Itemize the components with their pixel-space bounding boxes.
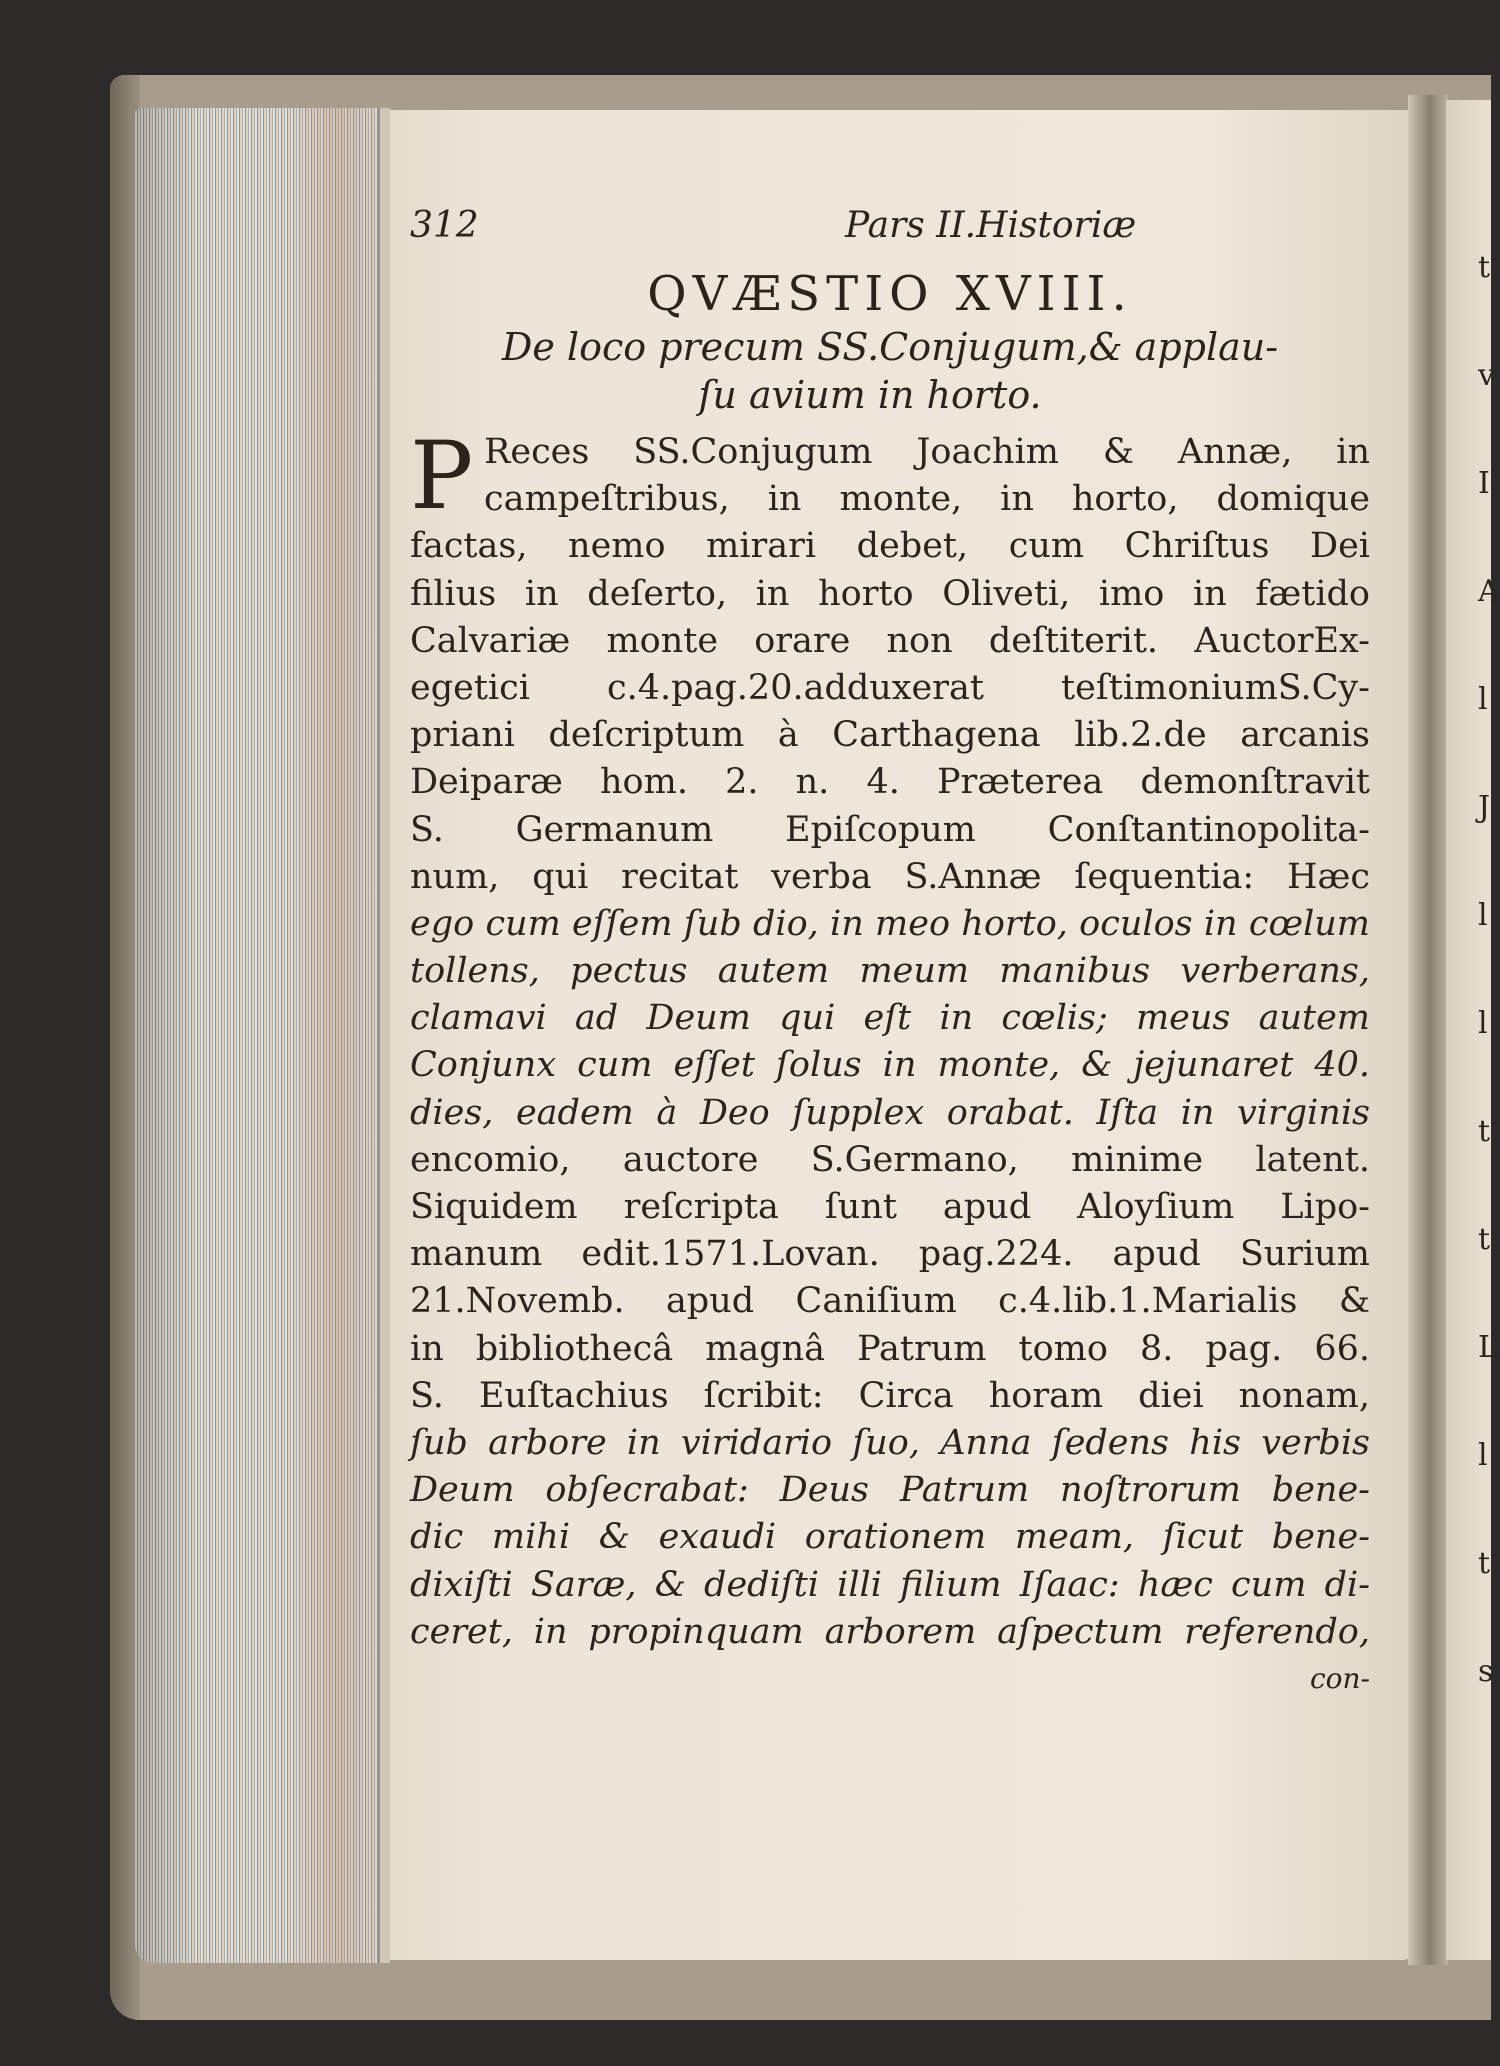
- page-text-block: [410, 205, 1370, 1695]
- text-line: Siquidem reſcripta ſunt apud Aloyſium Lipo-: [410, 1187, 1370, 1227]
- text-line: Calvariæ monte orare non deſtiterit. AuctorEx-: [410, 620, 1370, 661]
- text-line: num, qui recitat verba S.Annæ ſequentia: Hæc: [410, 856, 1370, 897]
- catchword: con-: [1309, 1661, 1370, 1695]
- subtitle-line: ſu avium in horto.: [698, 373, 1042, 417]
- text-line: S. Germanum Epiſcopum Conſtantinopolita-: [410, 809, 1370, 850]
- text-line: ceret, in propinquam arborem aſpectum referendo,: [410, 1611, 1370, 1652]
- gutter: [1408, 95, 1448, 1965]
- text-line: campeſtribus, in monte, in horto, domique: [484, 479, 1370, 520]
- subtitle-line: De loco precum SS.Conjugum,& applau-: [501, 325, 1279, 369]
- facing-page-fragment: A: [1478, 574, 1500, 609]
- page-number: 312: [410, 205, 479, 246]
- facing-page-fragment: L: [1478, 1330, 1498, 1365]
- facing-page-fragment: s: [1478, 1654, 1494, 1689]
- text-line: dixiſti Saræ, & dediſti illi filium Iſaac: hæc cum di-: [410, 1564, 1370, 1605]
- facing-page-fragment: l: [1478, 682, 1488, 717]
- question-subtitle: [501, 323, 1370, 419]
- facing-page-fragment: l: [1478, 898, 1488, 933]
- drop-cap: P: [410, 422, 474, 531]
- text-line: in bibliothecâ magnâ Patrum tomo 8. pag. 66.: [410, 1328, 1370, 1369]
- page-edges: [135, 108, 390, 1963]
- text-line: Conjunx cum eſſet ſolus in monte, & jejunaret 40.: [410, 1045, 1370, 1086]
- body-text: [410, 422, 1370, 1656]
- facing-page-fragment: t: [1478, 1546, 1491, 1581]
- text-line: Reces SS.Conjugum Joachim & Annæ, in: [484, 432, 1370, 472]
- text-line: filius in deſerto, in horto Oliveti, imo in fætido: [410, 573, 1370, 614]
- text-line: priani deſcriptum à Carthagena lib.2.de arcanis: [410, 715, 1370, 756]
- text-line: egetici c.4.pag.20.adduxerat teſtimoniumS.Cy-: [410, 667, 1370, 708]
- facing-page-fragment: t: [1478, 250, 1491, 285]
- running-title: Pars II.Historiæ: [845, 205, 1137, 246]
- text-line: ſub arbore in viridario ſuo, Anna ſedens his verbis: [410, 1422, 1370, 1463]
- facing-page-fragment: I: [1478, 466, 1490, 501]
- text-line: manum edit.1571.Lovan. pag.224. apud Surium: [410, 1234, 1370, 1275]
- text-line: factas, nemo mirari debet, cum Chriſtus Dei: [410, 526, 1370, 567]
- facing-page-fragment: t: [1478, 1114, 1491, 1149]
- text-line: S. Euſtachius ſcribit: Circa horam diei nonam,: [410, 1375, 1370, 1416]
- text-line: dies, eadem à Deo ſupplex orabat. Iſta in virginis: [410, 1092, 1370, 1133]
- facing-page-fragment: J: [1478, 790, 1491, 825]
- facing-page-fragment: t: [1478, 1222, 1491, 1257]
- question-title: QVÆSTIO XVIII.: [647, 266, 1133, 322]
- facing-page-fragment: l: [1478, 1006, 1488, 1041]
- text-line: clamavi ad Deum qui eſt in cœlis; meus autem: [410, 998, 1370, 1039]
- text-line: encomio, auctore S.Germano, minime latent.: [410, 1139, 1370, 1180]
- text-line: tollens, pectus autem meum manibus verberans,: [410, 951, 1370, 992]
- text-line: ego cum eſſem ſub dio, in meo horto, oculos in cœlum: [410, 903, 1370, 944]
- text-line: dic mihi & exaudi orationem meam, ſicut bene-: [410, 1517, 1370, 1558]
- text-line: Deum obſecrabat: Deus Patrum noſtrorum bene-: [410, 1470, 1370, 1511]
- text-line: 21.Novemb. apud Caniſium c.4.lib.1.Marialis &: [410, 1281, 1370, 1322]
- running-head: [410, 205, 1370, 255]
- facing-page-fragment: l: [1478, 1438, 1488, 1473]
- text-line: Deiparæ hom. 2. n. 4. Præterea demonſtravit: [410, 762, 1370, 803]
- facing-page-fragment: v: [1478, 358, 1495, 393]
